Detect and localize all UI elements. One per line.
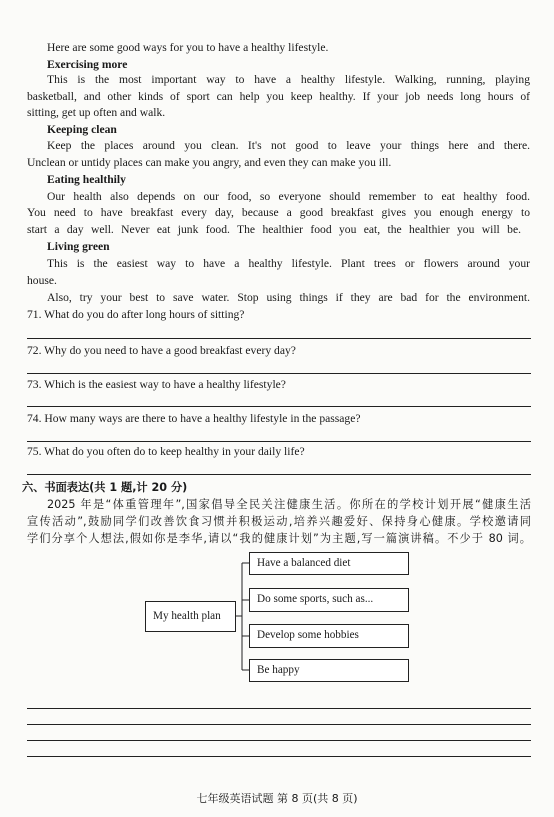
- page-footer: 七年级英语试题 第 8 页(共 8 页): [196, 792, 358, 805]
- passage-line: sitting, get up often and walk.: [27, 106, 166, 119]
- passage-line: Also, try your best to save water. Stop using things if they are bad for the environment.: [47, 291, 530, 304]
- writing-section-title: 六、书面表达(共 1 题,计 20 分): [22, 481, 188, 494]
- question-71: 71. What do you do after long hours of sitting?: [27, 308, 245, 321]
- passage-line: Our health also depends on our food, so everyone should remember to eat healthy food.: [47, 190, 530, 203]
- passage-line: This is the most important way to have a healthy lifestyle. Walking, running, playing: [47, 73, 530, 86]
- mind-map-center: My health plan: [145, 601, 236, 632]
- passage-intro: Here are some good ways for you to have a healthy lifestyle.: [47, 41, 329, 54]
- writing-line[interactable]: [27, 708, 531, 709]
- mind-map-branch: Do some sports, such as...: [249, 588, 409, 612]
- section-heading: Keeping clean: [47, 123, 117, 136]
- question-72: 72. Why do you need to have a good breakfast every day?: [27, 344, 296, 357]
- question-73: 73. Which is the easiest way to have a healthy lifestyle?: [27, 378, 286, 391]
- passage-line: Keep the places around you clean. It's not good to leave your things here and there.: [47, 139, 530, 152]
- writing-line[interactable]: [27, 756, 531, 757]
- passage-line: Unclean or untidy places can make you angry, and even they can make you ill.: [27, 156, 392, 169]
- mind-map-branch: Be happy: [249, 659, 409, 682]
- passage-line: house.: [27, 274, 57, 287]
- mind-map-branch: Have a balanced diet: [249, 552, 409, 575]
- writing-line[interactable]: [27, 724, 531, 725]
- writing-prompt-line: 宣传活动”,鼓励同学们改善饮食习惯并积极运动,培养兴趣爱好、保持身心健康。学校邀请同: [27, 515, 531, 528]
- question-75: 75. What do you often do to keep healthy in your daily life?: [27, 445, 305, 458]
- writing-prompt-line: 学们分享个人想法,假如你是李华,请以“我的健康计划”为主题,写一篇演讲稿。不少于 80 词。: [27, 532, 531, 545]
- passage-line: start a day well. Never eat junk food. The healthier food you eat, the healthier you will be.: [27, 223, 521, 236]
- passage-line: You need to have breakfast every day, because a good breakfast gives you enough energy to: [27, 206, 530, 219]
- mind-map-branch: Develop some hobbies: [249, 624, 409, 648]
- section-heading: Living green: [47, 240, 110, 253]
- section-heading: Eating healthily: [47, 173, 126, 186]
- writing-prompt-line: 2025 年是“体重管理年”,国家倡导全民关注健康生活。你所在的学校计划开展“健康生活: [47, 498, 531, 511]
- section-heading: Exercising more: [47, 58, 128, 71]
- writing-line[interactable]: [27, 740, 531, 741]
- question-74: 74. How many ways are there to have a healthy lifestyle in the passage?: [27, 412, 361, 425]
- passage-line: basketball, and other kinds of sport can help you keep healthy. If your job needs long hours of: [27, 90, 530, 103]
- passage-line: This is the easiest way to have a healthy lifestyle. Plant trees or flowers around your: [47, 257, 530, 270]
